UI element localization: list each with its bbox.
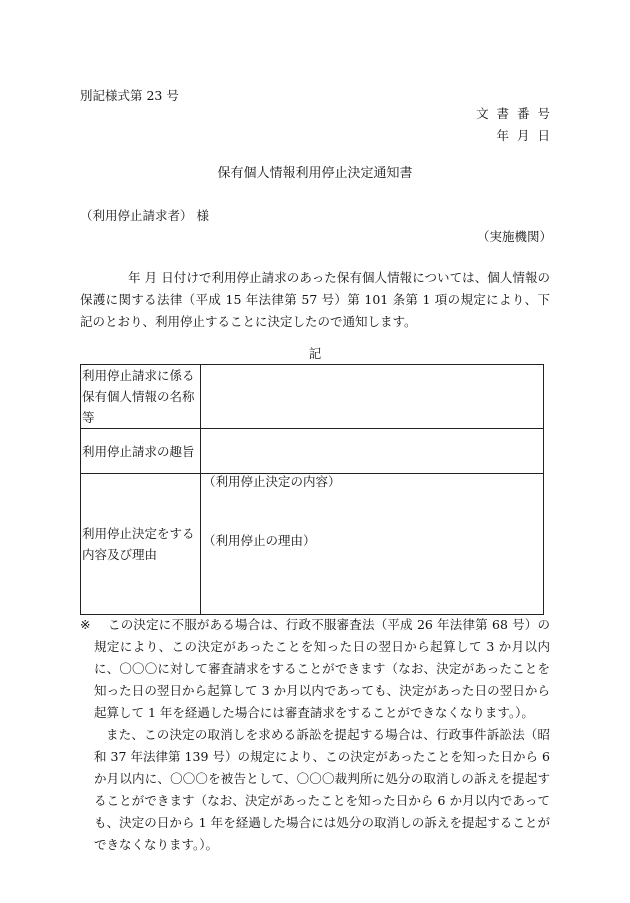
row-value-request-purpose xyxy=(201,429,544,474)
document-date: 年 月 日 xyxy=(496,128,552,143)
table-row xyxy=(81,474,544,615)
decision-content-label: （利用停止決定の内容） xyxy=(203,474,341,489)
appeal-note xyxy=(80,614,550,856)
row-label-decision-reason: 利用停止決定をする内容及び理由 xyxy=(81,474,201,615)
notice-body-text xyxy=(80,267,550,333)
document-number: 文 書 番 号 xyxy=(476,106,552,121)
body-text: 年 月 日付けで利用停止請求のあった保有個人情報については、個人情報の保護に関する法律（平成 15 年法律第 57 号）第 101 条第 1 項の規定により、下記のとおり、利用停止することに決定したので通知します。 xyxy=(80,270,550,329)
decision-table xyxy=(80,364,544,615)
issuing-agency: （実施機関） xyxy=(476,229,552,244)
note-paragraph-lawsuit: また、この決定の取消しを求める訴訟を提起する場合は、行政事件訴訟法（昭和 37 年法律第 139 号）の規定により、この決定があったことを知った日から 6 か月以内に、〇〇〇を被告として、〇〇〇裁判所に処分の取消しの訴えを提起することができます（なお、決定があったことを知った日から 6 か月以内であっても、決定の日から 1 年を経過した場合には処分の取消しの訴えを提起することができなくなります。）。 xyxy=(94,727,550,852)
form-number: 別記様式第 23 号 xyxy=(80,88,179,103)
row-label-information-name: 利用停止請求に係る保有個人情報の名称等 xyxy=(81,365,201,429)
note-paragraph-appeal: この決定に不服がある場合は、行政不服審査法（平成 26 年法律第 68 号）の規定により、この決定があったことを知った日の翌日から起算して 3 か月以内に、〇〇〇に対して審査請求をすることができます（なお、決定があったことを知った日の翌日から起算して 3 か月以内であっても、決定があった日の翌日から起算して 1 年を経過した場合には審査請求をすることができなくなります。）。 xyxy=(94,617,550,720)
decision-reason-label: （利用停止の理由） xyxy=(203,533,316,548)
row-value-decision-reason xyxy=(201,474,544,615)
table-row xyxy=(81,429,544,474)
table-row xyxy=(81,365,544,429)
row-value-information-name xyxy=(201,365,544,429)
addressee: （利用停止請求者） 様 xyxy=(80,208,209,223)
row-label-request-purpose: 利用停止請求の趣旨 xyxy=(81,429,201,474)
note-mark: ※ xyxy=(80,617,91,632)
memo-label: 記 xyxy=(308,346,322,361)
page-title: 保有個人情報利用停止決定通知書 xyxy=(217,166,413,181)
